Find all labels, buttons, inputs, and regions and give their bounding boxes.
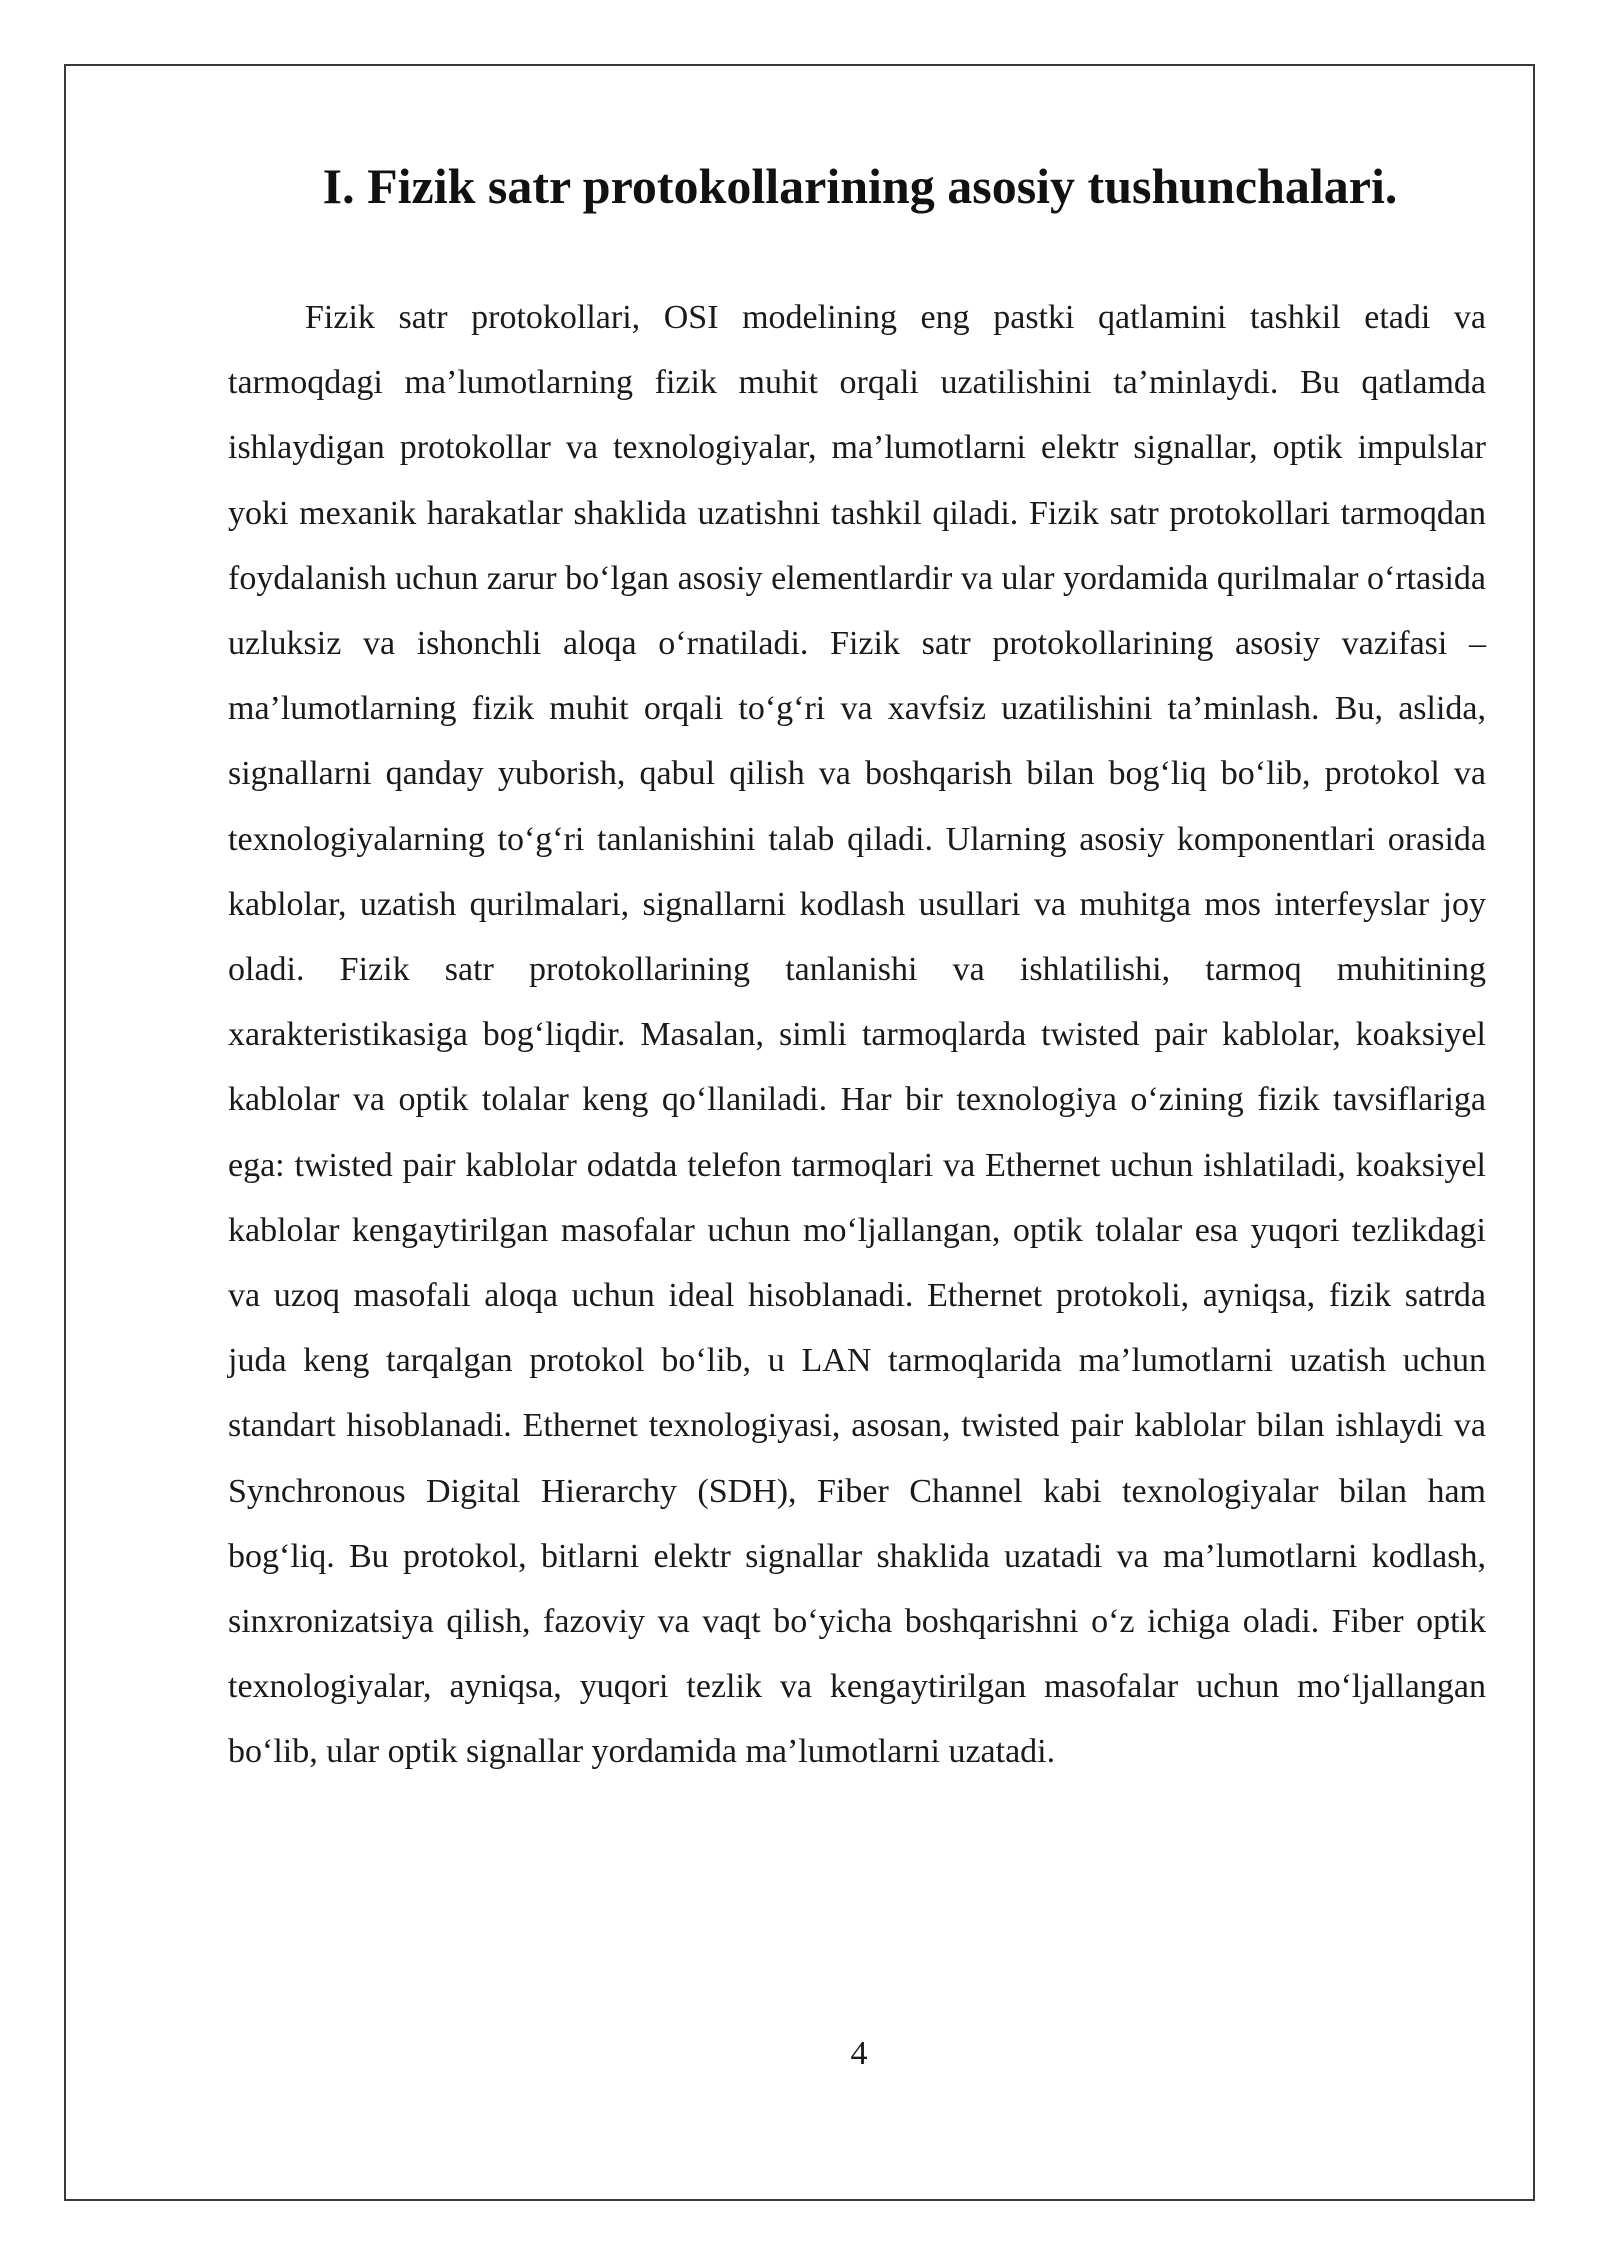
body-paragraph: Fizik satr protokollari, OSI modelining eng pastki qatlamini tashkil etadi va tarmoqdagi ma’lumotlarning fizik muhit orqali uzatilishini ta’minlaydi. Bu qatlamda ishlaydigan protokollar va texnologiyalar, ma’lumotlarni elektr signallar, optik impulslar yoki mexanik harakatlar shaklida uzatishni tashkil qiladi. Fizik satr protokollari tarmoqdan foydalanish uchun zarur bo‘lgan asosiy elementlardir va ular yordamida qurilmalar o‘rtasida uzluksiz va ishonchli aloqa o‘rnatiladi. Fizik satr protokollarining asosiy vazifasi – ma’lumotlarning fizik muhit orqali to‘g‘ri va xavfsiz uzatilishini ta’minlash. Bu, aslida, signallarni qanday yuborish, qabul qilish va boshqarish bilan bog‘liq bo‘lib, protokol va texnologiyalarning to‘g‘ri tanlanishini talab qiladi. Ularning asosiy komponentlari orasida kablolar, uzatish qurilmalari, signallarni kodlash usullari va muhitga mos interfeyslar joy oladi. Fizik satr protokollarining tanlanishi va ishlatilishi, tarmoq muhitining xarakteristikasiga bog‘liqdir. Masalan, simli tarmoqlarda twisted pair kablolar, koaksiyel kablolar va optik tolalar keng qo‘llaniladi. Har bir texnologiya o‘zining fizik tavsiflariga ega: twisted pair kablolar odatda telefon tarmoqlari va Ethernet uchun ishlatiladi, koaksiyel kablolar kengaytirilgan masofalar uchun mo‘ljallangan, optik tolalar esa yuqori tezlikdagi va uzoq masofali aloqa uchun ideal hisoblanadi. Ethernet protokoli, ayniqsa, fizik satrda juda keng tarqalgan protokol bo‘lib, u LAN tarmoqlarida ma’lumotlarni uzatish uchun standart hisoblanadi. Ethernet texnologiyasi, asosan, twisted pair kablolar bilan ishlaydi va Synchronous Digital Hierarchy (SDH), Fiber Channel kabi texnologiyalar bilan ham bog‘liq. Bu protokol, bitlarni elektr signallar shaklida uzatadi va ma’lumotlarni kodlash, sinxronizatsiya qilish, fazoviy va vaqt bo‘yicha boshqarishni o‘z ichiga oladi. Fiber optik texnologiyalar, ayniqsa, yuqori tezlik va kengaytirilgan masofalar uchun mo‘ljallangan bo‘lib, ular optik signallar yordamida ma’lumotlarni uzatadi. [228,299,1486,1771]
page-title: I. Fizik satr protokollarining asosiy tushunchalari. [322,158,1398,214]
page-number: 4 [850,2035,868,2072]
